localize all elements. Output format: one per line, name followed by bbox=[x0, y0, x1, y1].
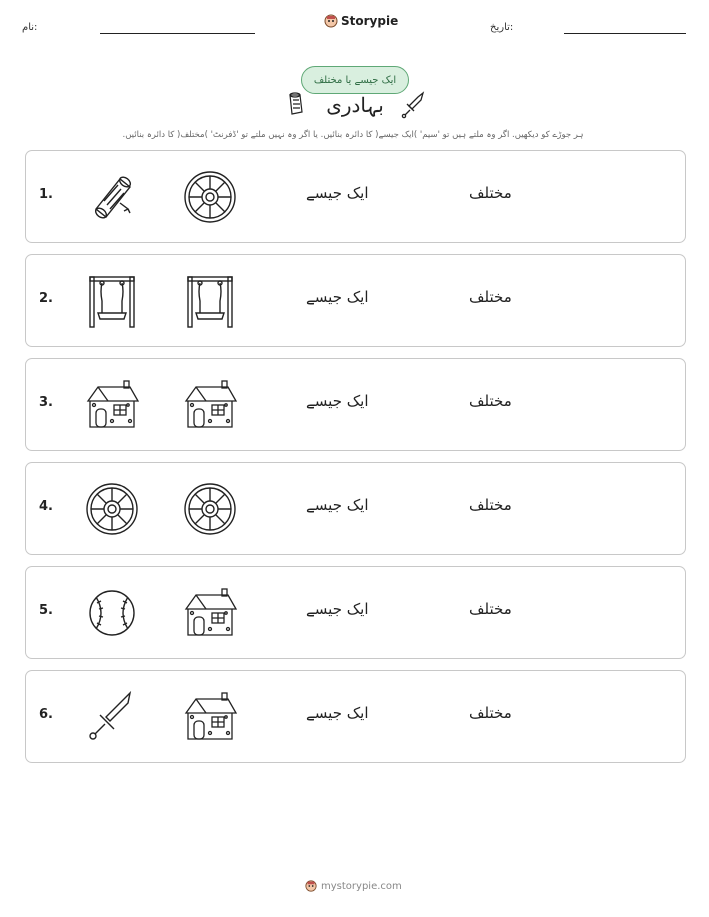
date-line[interactable] bbox=[564, 33, 686, 34]
swing-icon bbox=[182, 273, 238, 329]
storypie-mascot-icon bbox=[324, 14, 338, 28]
same-option[interactable]: ایک جیسے bbox=[306, 704, 369, 722]
question-card bbox=[25, 670, 686, 763]
house-icon bbox=[182, 689, 238, 745]
baseball-icon bbox=[84, 585, 140, 641]
brand-name: Storypie bbox=[341, 14, 399, 28]
same-option[interactable]: ایک جیسے bbox=[306, 288, 369, 306]
different-option[interactable]: مختلف bbox=[469, 288, 512, 306]
shield-icon bbox=[182, 481, 238, 537]
question-number: 3. bbox=[39, 395, 53, 410]
question-number: 6. bbox=[39, 707, 53, 722]
sword-icon bbox=[400, 90, 428, 120]
house-icon bbox=[84, 377, 140, 433]
different-option[interactable]: مختلف bbox=[469, 496, 512, 514]
date-label: تاریخ: bbox=[490, 22, 514, 33]
different-option[interactable]: مختلف bbox=[469, 392, 512, 410]
different-option[interactable]: مختلف bbox=[469, 704, 512, 722]
house-icon bbox=[182, 585, 238, 641]
worksheet-type-badge: ایک جیسے یا مختلف bbox=[301, 66, 409, 94]
name-label: نام: bbox=[22, 22, 38, 33]
shield-icon bbox=[84, 481, 140, 537]
question-card bbox=[25, 462, 686, 555]
same-option[interactable]: ایک جیسے bbox=[306, 392, 369, 410]
sword-icon bbox=[84, 689, 140, 745]
same-option[interactable]: ایک جیسے bbox=[306, 184, 369, 202]
storypie-mascot-icon bbox=[305, 880, 317, 892]
swing-icon bbox=[84, 273, 140, 329]
scroll-icon bbox=[84, 169, 140, 225]
worksheet-title: بہادری bbox=[326, 93, 384, 117]
instructions-text: ہر جوڑے کو دیکھیں. اگر وہ ملتے ہیں تو 'سیم' )ایک جیسے( کا دائرہ بنائیں. یا اگر وہ نہیں ملتے تو 'ڈفرنٹ' )مختلف( کا دائرہ بنائیں. bbox=[122, 130, 584, 140]
storypie-logo bbox=[324, 14, 398, 28]
different-option[interactable]: مختلف bbox=[469, 600, 512, 618]
question-card bbox=[25, 150, 686, 243]
footer bbox=[305, 880, 402, 892]
same-option[interactable]: ایک جیسے bbox=[306, 496, 369, 514]
house-icon bbox=[182, 377, 238, 433]
question-number: 4. bbox=[39, 499, 53, 514]
shield-icon bbox=[182, 169, 238, 225]
same-option[interactable]: ایک جیسے bbox=[306, 600, 369, 618]
question-card bbox=[25, 254, 686, 347]
different-option[interactable]: مختلف bbox=[469, 184, 512, 202]
question-number: 5. bbox=[39, 603, 53, 618]
question-card bbox=[25, 358, 686, 451]
name-line[interactable] bbox=[100, 33, 255, 34]
question-number: 2. bbox=[39, 291, 53, 306]
footer-url[interactable]: mystorypie.com bbox=[321, 880, 402, 892]
question-card bbox=[25, 566, 686, 659]
question-number: 1. bbox=[39, 187, 53, 202]
